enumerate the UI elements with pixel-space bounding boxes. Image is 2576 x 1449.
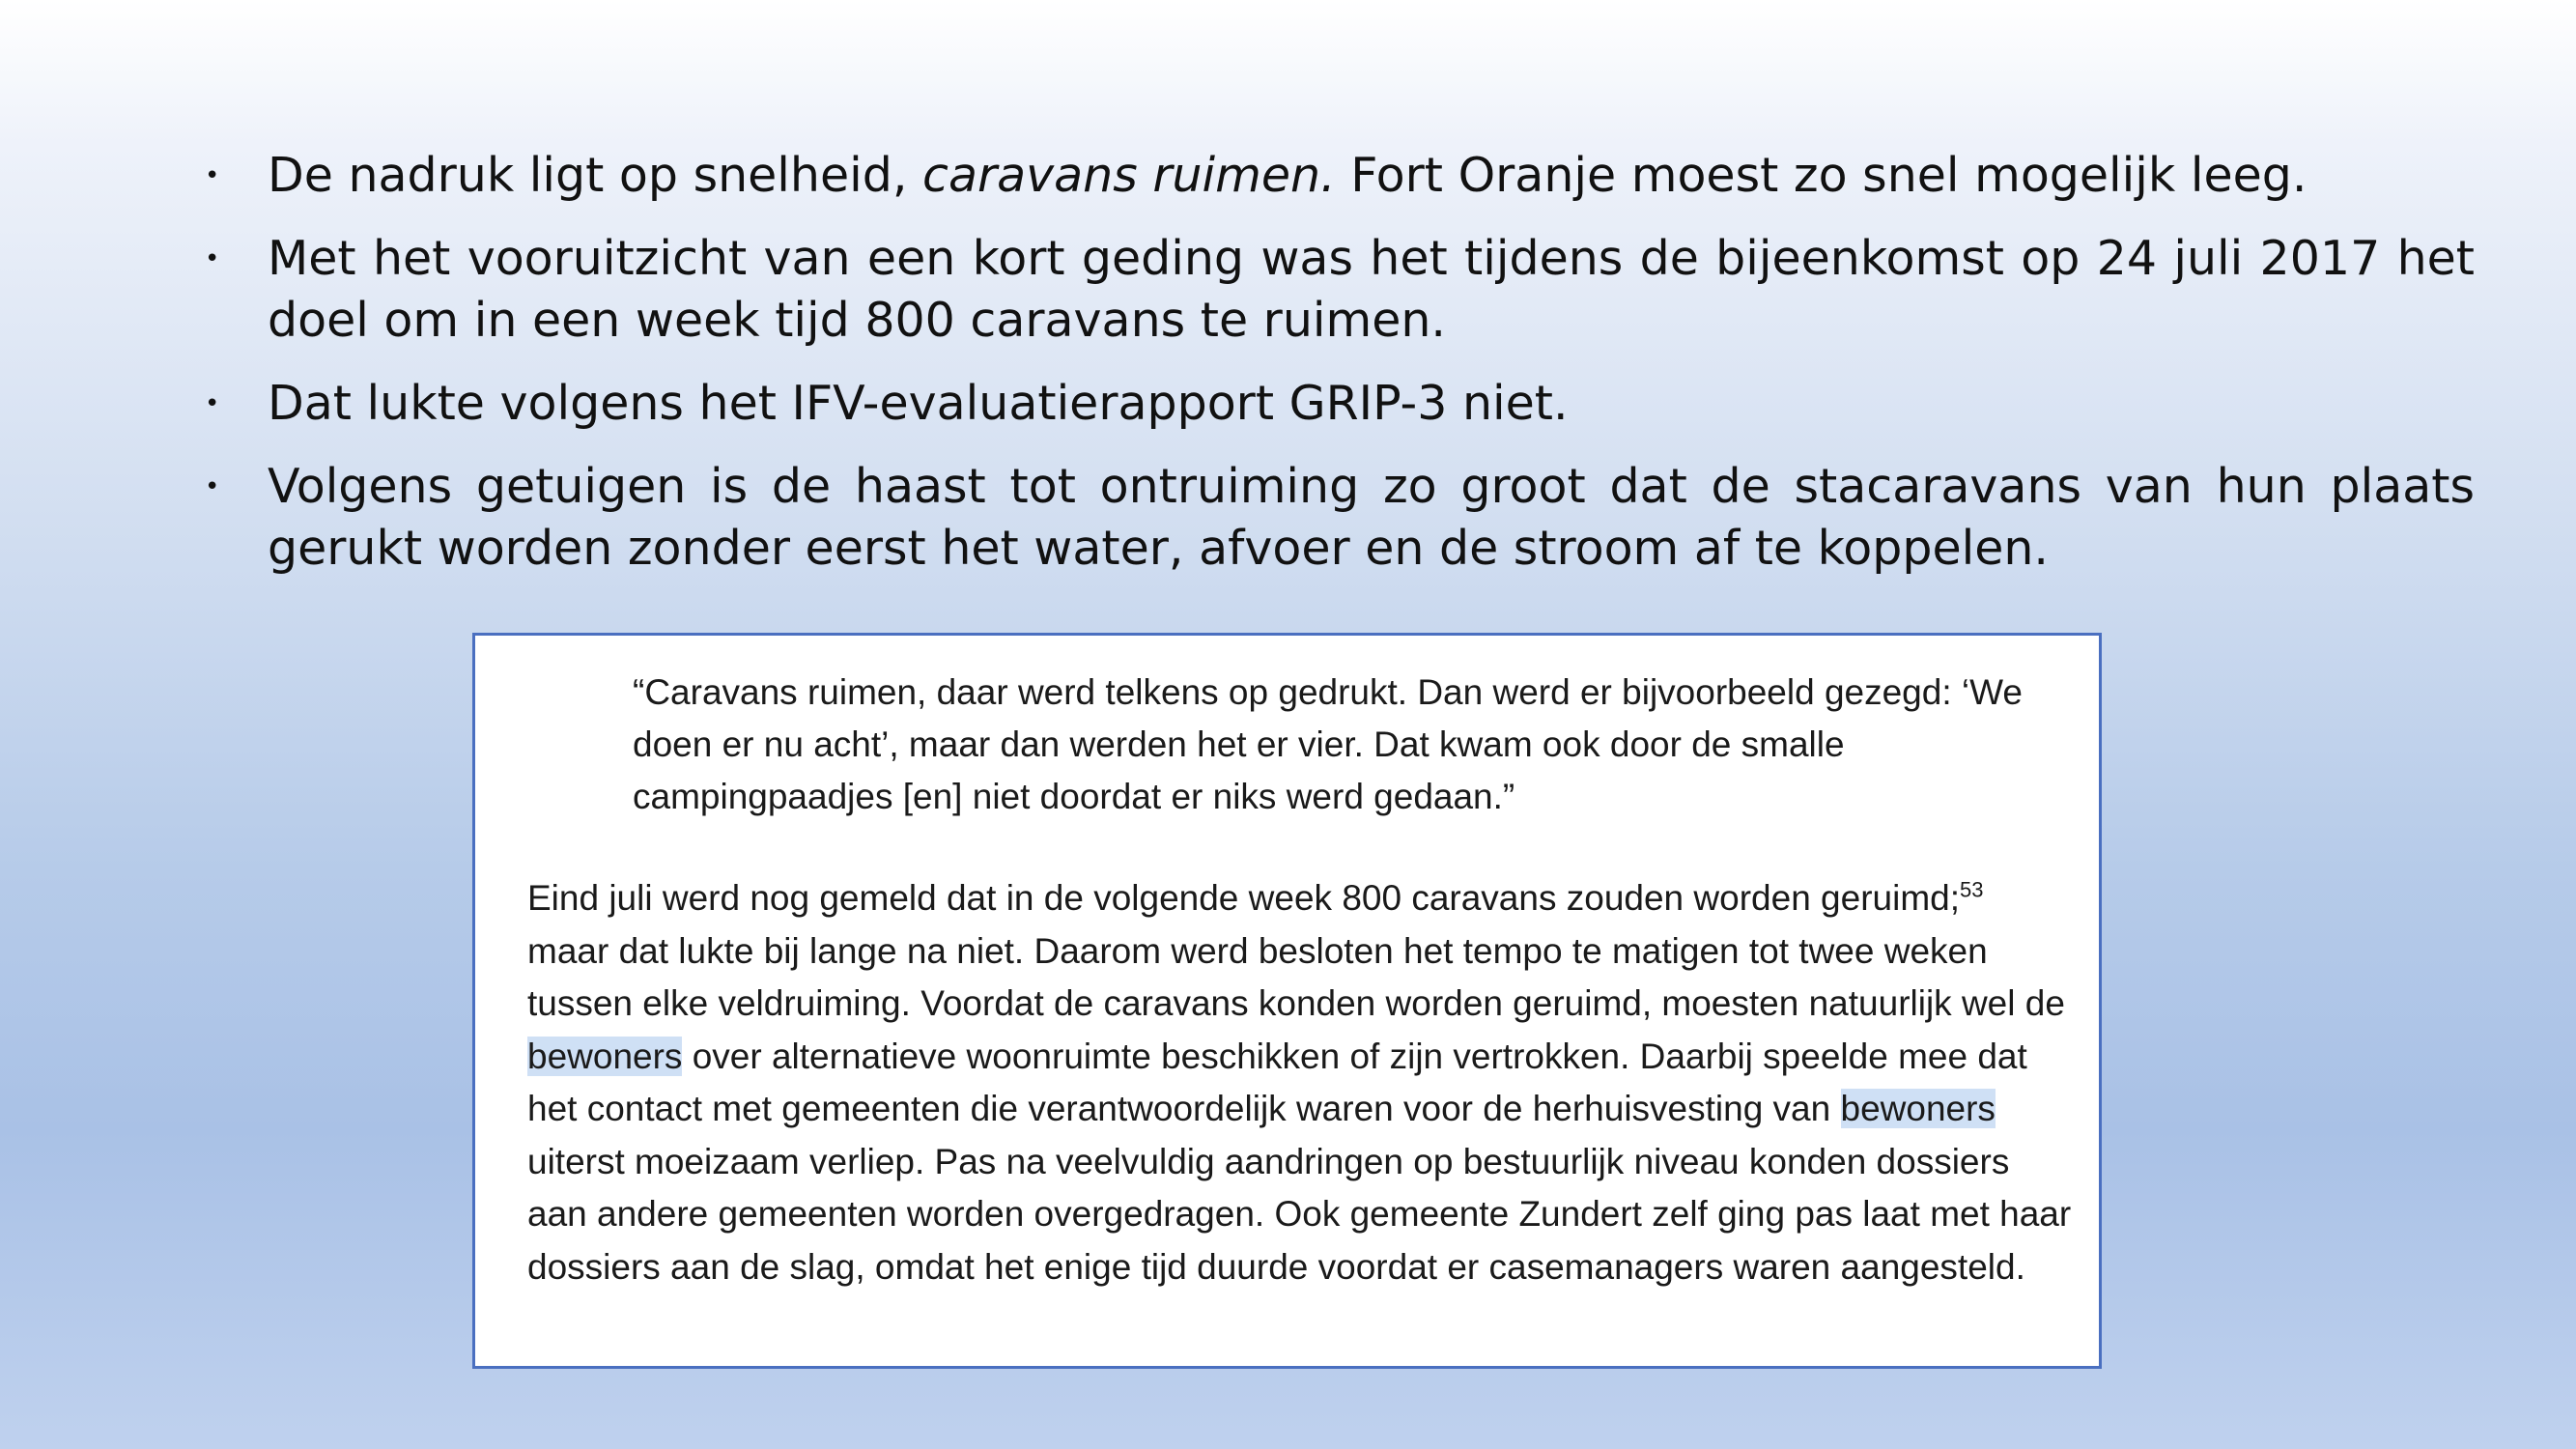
bullet-marker: • [205, 389, 220, 418]
bullet-text: Volgens getuigen is de haast tot ontruiming zo groot dat de stacaravans van hun plaats gerukt worden zonder eerst het water, afvoer en de stroom af te koppelen. [268, 459, 2475, 576]
bullet-item [193, 456, 2475, 580]
excerpt-paragraph: Eind juli werd nog gemeld dat in de volgende week 800 caravans zouden worden geruimd;$^{53}$ maar dat lukte bij lange na niet. Daarom werd besloten het tempo te matigen tot twee weken tussen elke veldruiming. Voordat de caravans konden worden geruimd, moesten natuurlijk wel de bewoners over alternatieve woonruimte beschikken of zijn vertrokken. Daarbij speelde mee dat het contact met gemeenten die verantwoordelijk waren voor de herhuisvesting van bewoners uiterst moeizaam verliep. Pas na veelvuldig aandringen op bestuurlijk niveau konden dossiers aan andere gemeenten worden overgedragen. Ook gemeente Zundert zelf ging pas laat met haar dossiers aan de slag, omdat het enige tijd duurde voordat er casemanagers waren aangesteld. [527, 877, 2072, 1287]
bullet-text: De nadruk ligt op snelheid, caravans ruimen. Fort Oranje moest zo snel mogelijk leeg. [268, 148, 2307, 203]
highlighted-word: bewoners [527, 1036, 683, 1076]
bullet-list [193, 145, 2475, 601]
bullet-text: Dat lukte volgens het IFV-evaluatierapport GRIP-3 niet. [268, 376, 1569, 431]
bullet-item [193, 228, 2475, 352]
highlighted-word: bewoners [1840, 1089, 1996, 1128]
bullet-item [193, 373, 2475, 435]
emphasis-text: caravans ruimen. [922, 148, 1336, 203]
footnote-marker: 53 [1960, 877, 1984, 902]
bullet-text: Met het vooruitzicht van een kort geding was het tijdens de bijeenkomst op 24 juli 2017 het doel om in een week tijd 800 caravans te ruimen. [268, 231, 2475, 348]
bullet-item [193, 145, 2475, 207]
witness-quote: “Caravans ruimen, daar werd telkens op gedrukt. Dan werd er bijvoorbeeld gezegd: ‘We doen er nu acht’, maar dan werden het er vier. Dat kwam ook door de smalle campingpaadjes [en] niet doordat er niks werd gedaan.” [633, 672, 2023, 816]
bullet-marker: • [205, 244, 220, 273]
bullet-marker: • [205, 472, 220, 501]
report-excerpt-box [472, 633, 2102, 1369]
bullet-marker: • [205, 161, 220, 190]
